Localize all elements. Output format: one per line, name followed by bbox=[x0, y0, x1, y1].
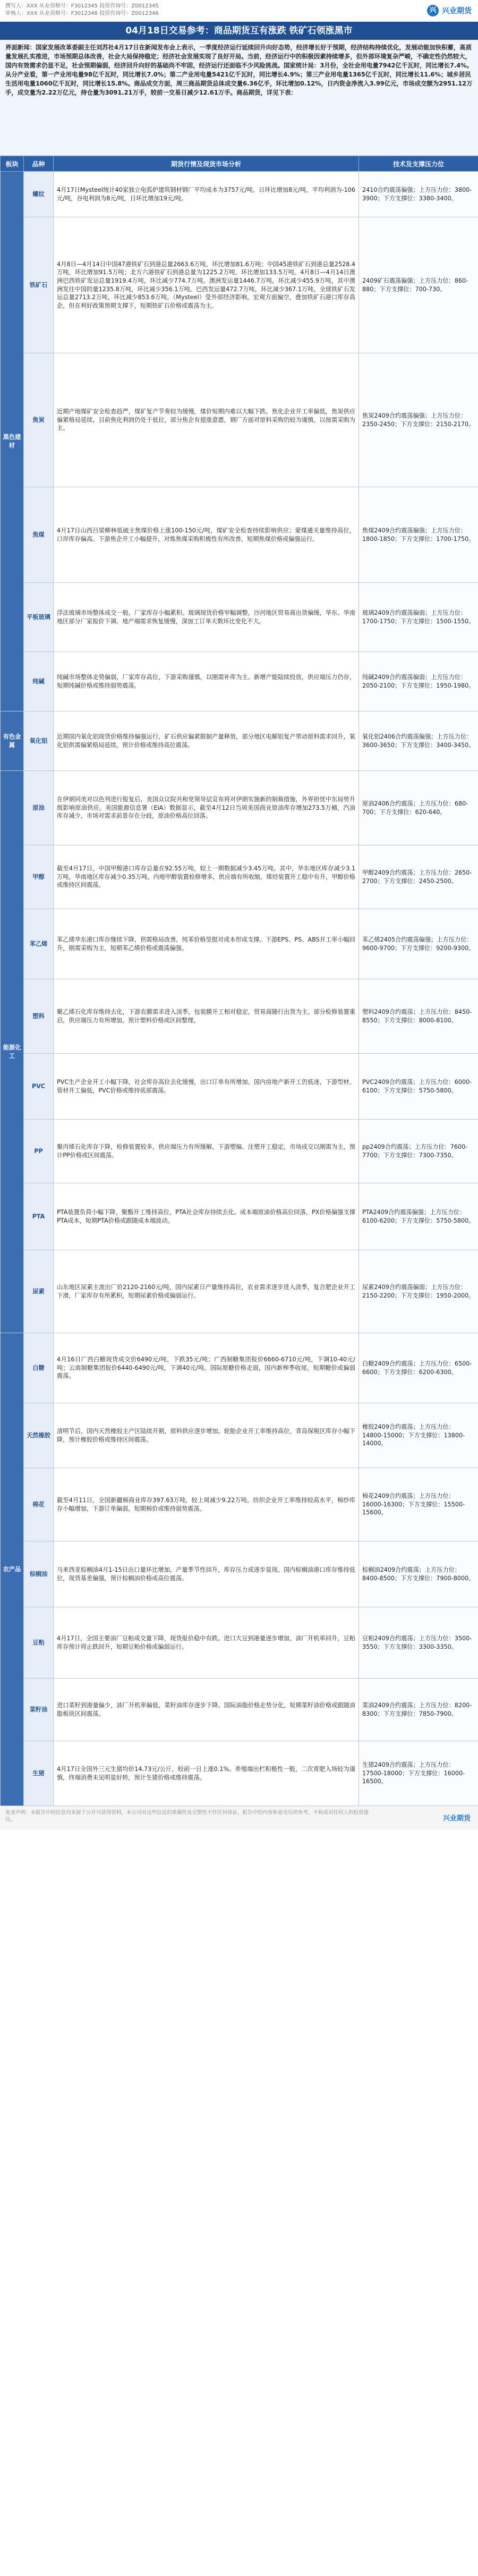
reference-table bbox=[0, 156, 478, 1806]
table-row bbox=[1, 1333, 478, 1403]
levels-text: 塑料2409合约震荡；上方压力位：8450-8550；下方支撑位：8000-8100。 bbox=[362, 1008, 472, 1024]
levels-cell bbox=[359, 1541, 478, 1607]
variety-cell: 菜籽油 bbox=[24, 1679, 54, 1741]
levels-cell bbox=[359, 771, 478, 845]
variety-cell: 铁矿石 bbox=[24, 217, 54, 353]
analysis-text: 4月8日—4月14日中国47港铁矿石到港总量2663.6万吨，环比增加81.6万吨；中国45港铁矿石到港总量2528.4万吨，环比增加91.5万吨；北方六港铁矿石到港总量为1225.2万吨，环比增加133.5万吨。4月8日—4月14日澳洲巴西铁矿发运总量1919.4万吨，环比减少774.7万吨。澳洲发运量1446.7万吨，环比减少455.9万吨，其中澳洲发往中国的量1235.8万吨，环比减少356.1万吨。巴西发运量472.7万吨，环比减少367.1万吨。全球铁矿石发运总量2713.2万吨，环比减少853.6万吨。（Mysteel）受外部经济影响，宏观方面偏空，叠加铁矿石港口库存高企，但在利好政策预期支撑下，短期铁矿石价格或震荡为主。 bbox=[57, 260, 355, 309]
levels-text: 尿素2409合约震荡偏弱；上方压力位：2150-2200；下方支撑位：1950-2000。 bbox=[362, 1283, 475, 1299]
analysis-cell bbox=[54, 1250, 359, 1333]
levels-text: 2410合约震荡偏强；上方压力位：3800-3900；下方支撑位：3380-3400。 bbox=[362, 186, 472, 202]
analysis-text: 4月17日Mysteel统计40家独立电弧炉建筑钢材钢厂平均成本为3757元/吨，日环比增加8元/吨，平均利润为-106元/吨，谷电利润为8元/吨，日环比增加19元/吨。 bbox=[57, 186, 355, 202]
analysis-cell bbox=[54, 1541, 359, 1607]
analysis-text: 4月17日全国外三元生猪均价14.73元/公斤，较前一日上涨0.1%。养殖端出栏积极性一般，二次育肥入场较为谨慎，终端消费未见明显好转，预计生猪价格或维持震荡。 bbox=[57, 1765, 355, 1781]
table-row bbox=[1, 845, 478, 909]
table-row bbox=[1, 979, 478, 1054]
analysis-text: 截至4月11日，全国新疆棉商业库存397.63万吨，较上周减少9.22万吨。纺织企业开工率维持较高水平，棉纱库存小幅增加，下游订单偏弱，短期棉价或维持弱势震荡。 bbox=[57, 1496, 355, 1512]
analysis-cell bbox=[54, 1183, 359, 1250]
variety-cell: PVC bbox=[24, 1054, 54, 1120]
analysis-cell bbox=[54, 711, 359, 771]
variety-cell: 焦炭 bbox=[24, 353, 54, 487]
header-sector: 板块 bbox=[1, 156, 24, 172]
table-row bbox=[1, 353, 478, 487]
levels-text: 氧化铝2406合约震荡偏强；上方压力位：3600-3650；下方支撑位：3400-3450。 bbox=[362, 733, 475, 749]
variety-cell: 焦煤 bbox=[24, 487, 54, 583]
analysis-cell bbox=[54, 583, 359, 652]
levels-cell bbox=[359, 172, 478, 217]
variety-cell: 苯乙烯 bbox=[24, 909, 54, 979]
table-row bbox=[1, 217, 478, 353]
header-variety: 品种 bbox=[24, 156, 54, 172]
table-row bbox=[1, 1403, 478, 1468]
table-row bbox=[1, 1183, 478, 1250]
levels-cell bbox=[359, 1679, 478, 1741]
levels-cell bbox=[359, 845, 478, 909]
analysis-text: 进口菜籽到港量偏少，油厂开机率偏低，菜籽油库存逐步下降。国际油脂价格走势分化，短期菜籽油价格或跟随油脂板块区间震荡。 bbox=[57, 1701, 355, 1717]
analysis-text: 4月17日，全国主要油厂豆粕成交量下降，现货报价稳中有跌。进口大豆到港量逐步增加，油厂开机率回升，豆粕库存预计将止跌回升，短期豆粕价格或偏弱运行。 bbox=[57, 1634, 355, 1650]
analysis-cell bbox=[54, 1741, 359, 1806]
levels-text: 橡胶2409合约震荡；上方压力位：14800-15000；下方支撑位：13800-14000。 bbox=[362, 1423, 465, 1447]
sector-cell: 黑色建材 bbox=[1, 172, 24, 711]
header-analysis: 期货行情及现货市场分析 bbox=[54, 156, 359, 172]
analysis-cell bbox=[54, 771, 359, 845]
header-levels: 技术及支撑压力位 bbox=[359, 156, 478, 172]
variety-cell: 棕榈油 bbox=[24, 1541, 54, 1607]
levels-cell bbox=[359, 353, 478, 487]
analysis-cell bbox=[54, 909, 359, 979]
analysis-cell bbox=[54, 979, 359, 1054]
levels-text: PTA2409合约震荡偏强；上方压力位：6100-6200；下方支撑位：5750-5800。 bbox=[362, 1208, 475, 1224]
levels-text: pp2409合约震荡；上方压力位：7600-7700；下方支撑位：7300-7350。 bbox=[362, 1143, 468, 1159]
table-row bbox=[1, 1250, 478, 1333]
analysis-text: PTA装置负荷小幅下降，聚酯开工维持高位，PTA社会库存持续去化。成本端原油价格高位回落，PX价格偏强支撑PTA成本，短期PTA价格或跟随成本端波动。 bbox=[57, 1208, 355, 1224]
analysis-text: 4月17日山西吕梁柳林低硫主焦煤价格上涨100-150元/吨，煤矿安全检查持续影响供应；蒙煤通关量维持高位，口岸库存偏高。下游焦企开工小幅提升，对炼焦煤采购积极性有所改善，短期焦煤价格或偏强运行。 bbox=[57, 527, 355, 543]
analysis-cell bbox=[54, 487, 359, 583]
analysis-cell bbox=[54, 172, 359, 217]
levels-cell bbox=[359, 583, 478, 652]
table-row bbox=[1, 711, 478, 771]
levels-text: 焦炭2409合约震荡偏强；上方压力位：2350-2450；下方支撑位：2150-2170。 bbox=[362, 412, 475, 428]
levels-text: 白糖2409合约震荡；上方压力位：6500-6600；下方支撑位：6200-6300。 bbox=[362, 1360, 472, 1376]
analysis-cell bbox=[54, 1054, 359, 1120]
market-summary: 界面新闻：国家发展改革委副主任刘苏社4月17日在新闻发布会上表示，一季度经济运行延续回升向好态势，经济增长好于预期，经济结构持续优化，发展动能加快积蓄，高质量发展扎实推进，市场预期总体改善，社会大局保持稳定；经济社会发展实现了良好开局。当前，经济运行中的积极因素持续增多，但外部环境复杂严峻，不确定性仍然较大，国内有效需求仍显不足，社会预期偏弱，经济回升向好的基础尚不牢固，经济运行还面临不少风险挑战。国家统计局：3月份，全社会用电量7942亿千瓦时，同比增长7.4%。从分产业看，第一产业用电量98亿千瓦时，同比增长7.0%；第二产业用电量5421亿千瓦时，同比增长4.9%；第三产业用电量1365亿千瓦时，同比增长11.6%；城乡居民生活用电量1060亿千瓦时，同比增长15.8%。商品成交方面，周三商品期货总体成交量6.36亿手，环比增加0.12%，日内资金净流入3.99亿元，市场成交额为2951.12万手，成交量为2.22万亿元，持仓量为3091.21万手，较前一交易日减少12.61万手。商品期货，详见下表： bbox=[0, 40, 478, 156]
analysis-cell bbox=[54, 1468, 359, 1541]
levels-cell bbox=[359, 1403, 478, 1468]
analysis-cell bbox=[54, 1333, 359, 1403]
levels-cell bbox=[359, 1183, 478, 1250]
analysis-cell bbox=[54, 1120, 359, 1183]
levels-text: 豆粕2409合约震荡；上方压力位：3500-3550；下方支撑位：3300-3350。 bbox=[362, 1634, 472, 1650]
analysis-text: 近期产地煤矿安全检查趋严，煤矿复产节奏较为缓慢，煤价短期内难以大幅下跌。焦化企业开工率偏低，焦炭供应偏紧格局延续。目前焦化利润仍处于低位，部分焦企有提涨意愿，钢厂方面对原料采购仍较为谨慎，以按需采购为主。 bbox=[57, 408, 355, 432]
analysis-cell bbox=[54, 353, 359, 487]
table-row bbox=[1, 771, 478, 845]
variety-cell: 氧化铝 bbox=[24, 711, 54, 771]
analysis-cell bbox=[54, 1607, 359, 1679]
brand-logo-icon: 兴 bbox=[427, 5, 439, 16]
variety-cell: 天然橡胶 bbox=[24, 1403, 54, 1468]
levels-cell bbox=[359, 1120, 478, 1183]
levels-cell bbox=[359, 711, 478, 771]
levels-cell bbox=[359, 909, 478, 979]
variety-cell: 平板玻璃 bbox=[24, 583, 54, 652]
levels-cell bbox=[359, 1607, 478, 1679]
analysis-text: 清明节后，国内天然橡胶主产区陆续开割，原料供应逐步增加。轮胎企业开工率维持高位，青岛保税区库存小幅下降，预计橡胶价格或维持区间震荡。 bbox=[57, 1427, 355, 1443]
table-row bbox=[1, 583, 478, 652]
levels-cell bbox=[359, 979, 478, 1054]
levels-text: 原油2406合约震荡；上方压力位：680-700；下方支撑位：620-640。 bbox=[362, 800, 468, 816]
analysis-text: PVC生产企业开工小幅下降，社会库存高位去化缓慢，出口订单有所增加。国内房地产新开工仍低迷，下游型材、管材开工偏低，PVC价格或维持底部震荡。 bbox=[57, 1078, 355, 1094]
analysis-text: 纯碱市场整体走势偏弱，厂家库存高位，下游采购谨慎，以刚需补库为主。新增产能陆续投放，供应端压力仍存，短期纯碱价格或维持弱势震荡。 bbox=[57, 673, 355, 689]
levels-text: 菜油2409合约震荡；上方压力位：8200-8300；下方支撑位：7850-7900。 bbox=[362, 1701, 472, 1717]
levels-text: 2409矿石震荡偏强；上方压力位：860-880；下方支撑位：700-730。 bbox=[362, 277, 468, 293]
variety-cell: 白糖 bbox=[24, 1333, 54, 1403]
analysis-text: 截至4月17日，中国甲醇港口库存总量在92.55万吨，较上一期数据减少3.45万吨。其中，华东地区库存减少3.1万吨，华南地区库存减少0.35万吨。内地甲醇装置检修增多，供应端有所收缩，烯烃装置开工稳中有升，甲醇价格或维持区间震荡。 bbox=[57, 865, 355, 889]
table-row bbox=[1, 1541, 478, 1607]
analyst-line-2: 审核人：XXX 从业资格号：F3012346 投资咨询号：Z0012346 bbox=[5, 11, 159, 16]
levels-cell bbox=[359, 1250, 478, 1333]
variety-cell: 纯碱 bbox=[24, 652, 54, 711]
levels-cell bbox=[359, 1741, 478, 1806]
table-header-row bbox=[1, 156, 478, 172]
levels-text: 苯乙烯2405合约震荡偏强；上方压力位：9600-9700；下方支撑位：9200-9300。 bbox=[362, 936, 475, 952]
table-row bbox=[1, 1741, 478, 1806]
analysis-cell bbox=[54, 217, 359, 353]
levels-text: 纯碱2409合约震荡偏弱；上方压力位：2050-2100；下方支撑位：1950-1980。 bbox=[362, 673, 475, 689]
levels-cell bbox=[359, 1333, 478, 1403]
analysis-text: 山东地区尿素主流出厂价2120-2160元/吨，国内尿素日产量维持高位，农业需求逐步进入淡季，复合肥企业开工下滑，厂家库存有所累积，短期尿素价格或偏弱运行。 bbox=[57, 1283, 355, 1299]
levels-text: 甲醇2409合约震荡；上方压力位：2650-2700；下方支撑位：2450-2500。 bbox=[362, 869, 472, 885]
analysis-text: 苯乙烯华东港口库存继续下降，供需格局改善，纯苯价格坚挺对成本形成支撑。下游EPS、PS、ABS开工率小幅回升，刚需采购为主，短期苯乙烯价格或震荡偏强。 bbox=[57, 936, 355, 952]
sector-cell: 农产品 bbox=[1, 1333, 24, 1806]
analysis-text: 4月16日广西白糖现货成交价6490元/吨，下跌35元/吨；广西制糖集团报价6660-6710元/吨，下调10-40元/吨；云南制糖集团报价6440-6490元/吨，下调40元/吨。国际原糖价格走弱，国内新榨季收尾，短期糖价或偏弱震荡。 bbox=[57, 1356, 355, 1380]
variety-cell: 原油 bbox=[24, 771, 54, 845]
table-row bbox=[1, 1607, 478, 1679]
levels-cell bbox=[359, 1468, 478, 1541]
sector-cell: 有色金属 bbox=[1, 711, 24, 771]
table-row bbox=[1, 1054, 478, 1120]
analysis-text: 在伊朗同美对以色列进行报复后，美国众议院共和党领导层宣布将对伊朗实施新的制裁措施，外界担忧中东局势升级影响原油供应。美国能源信息署（EIA）数据显示，截至4月12日当周美国商业原油库存增加273.5万桶，汽油库存减少，市场对需求前景存在分歧，原油价格高位回落。 bbox=[57, 796, 355, 820]
variety-cell: PP bbox=[24, 1120, 54, 1183]
analyst-line-1: 撰写人：XXX 从业资格号：F3012345 投资咨询号：Z0012345 bbox=[5, 3, 159, 9]
levels-cell bbox=[359, 487, 478, 583]
table-row bbox=[1, 1120, 478, 1183]
table-row bbox=[1, 487, 478, 583]
levels-text: 生猪2409合约震荡；上方压力位：17500-18000；下方支撑位：16000-16500。 bbox=[362, 1761, 465, 1785]
analysis-cell bbox=[54, 1403, 359, 1468]
variety-cell: 尿素 bbox=[24, 1250, 54, 1333]
variety-cell: 豆粕 bbox=[24, 1607, 54, 1679]
levels-text: PVC2409合约震荡；上方压力位：6000-6100；下方支撑位：5750-5800。 bbox=[362, 1078, 472, 1094]
table-row bbox=[1, 172, 478, 217]
levels-cell bbox=[359, 652, 478, 711]
variety-cell: PTA bbox=[24, 1183, 54, 1250]
analysis-text: 近期国内氧化铝现货价格维持偏强运行，矿石供应偏紧限制产量释放，部分地区电解铝复产带动原料需求回升，氧化铝供需偏紧格局延续，预计价格或维持高位震荡。 bbox=[57, 733, 355, 749]
analysis-text: 聚乙烯石化库存维持去化，下游农膜需求进入淡季，包装膜开工相对稳定，贸易商随行出货为主。部分检修装置重启，供应端压力有所增加，预计塑料价格或区间整理。 bbox=[57, 1008, 355, 1024]
analysis-text: 聚丙烯石化库存下降，检修装置较多，供应端压力有所缓解。下游塑编、注塑开工稳定，市场成交以刚需为主，预计PP价格或区间震荡。 bbox=[57, 1143, 355, 1159]
analyst-info bbox=[5, 3, 159, 18]
brand-name: 兴业期货 bbox=[442, 7, 472, 15]
brand bbox=[427, 5, 472, 16]
disclaimer: 免责声明：本报告中的信息均来源于公开可获得资料，本公司对这些信息的准确性及完整性不作任何保证，报告中的内容和意见仅供参考，不构成对任何人的投资建议。 bbox=[5, 1810, 369, 1823]
variety-cell: 塑料 bbox=[24, 979, 54, 1054]
levels-cell bbox=[359, 217, 478, 353]
levels-text: 玻璃2409合约震荡偏弱；上方压力位：1700-1750；下方支撑位：1500-1550。 bbox=[362, 609, 475, 625]
levels-text: 棕榈油2409合约震荡；上方压力位：8400-8500；下方支撑位：7900-8000。 bbox=[362, 1566, 475, 1582]
levels-cell bbox=[359, 1054, 478, 1120]
variety-cell: 生猪 bbox=[24, 1741, 54, 1806]
top-bar bbox=[0, 0, 478, 22]
footer bbox=[0, 1806, 478, 1829]
variety-cell: 棉花 bbox=[24, 1468, 54, 1541]
levels-text: 棉花2409合约震荡；上方压力位：16000-16300；下方支撑位：15500-15600。 bbox=[362, 1493, 465, 1516]
page-title: 04月18日交易参考：商品期货互有涨跌 铁矿石领涨黑市 bbox=[0, 22, 478, 40]
analysis-text: 浮法玻璃市场整体成交一般，厂家库存小幅累积。玻璃现货价格窄幅调整，沙河地区贸易商出货偏缓，华东、华南地区部分厂家报价下调。地产端需求恢复缓慢，深加工订单天数环比变化不大。 bbox=[57, 609, 355, 625]
table-row bbox=[1, 1468, 478, 1541]
levels-text: 焦煤2409合约震荡偏强；上方压力位：1800-1850；下方支撑位：1700-1750。 bbox=[362, 527, 475, 543]
table-row bbox=[1, 909, 478, 979]
table-row bbox=[1, 1679, 478, 1741]
table-row bbox=[1, 652, 478, 711]
sector-cell: 能源化工 bbox=[1, 771, 24, 1333]
analysis-cell bbox=[54, 1679, 359, 1741]
table-body bbox=[1, 172, 478, 1806]
analysis-cell bbox=[54, 845, 359, 909]
footer-brand: 兴业期货 bbox=[442, 1815, 471, 1823]
variety-cell: 螺纹 bbox=[24, 172, 54, 217]
variety-cell: 甲醇 bbox=[24, 845, 54, 909]
analysis-cell bbox=[54, 652, 359, 711]
analysis-text: 马来西亚棕榈油4月1-15日出口量环比增加，产量季节性回升，库存压力或逐步显现。国内棕榈油港口库存维持低位，现货基差偏强，预计棕榈油价格或高位震荡。 bbox=[57, 1566, 355, 1582]
